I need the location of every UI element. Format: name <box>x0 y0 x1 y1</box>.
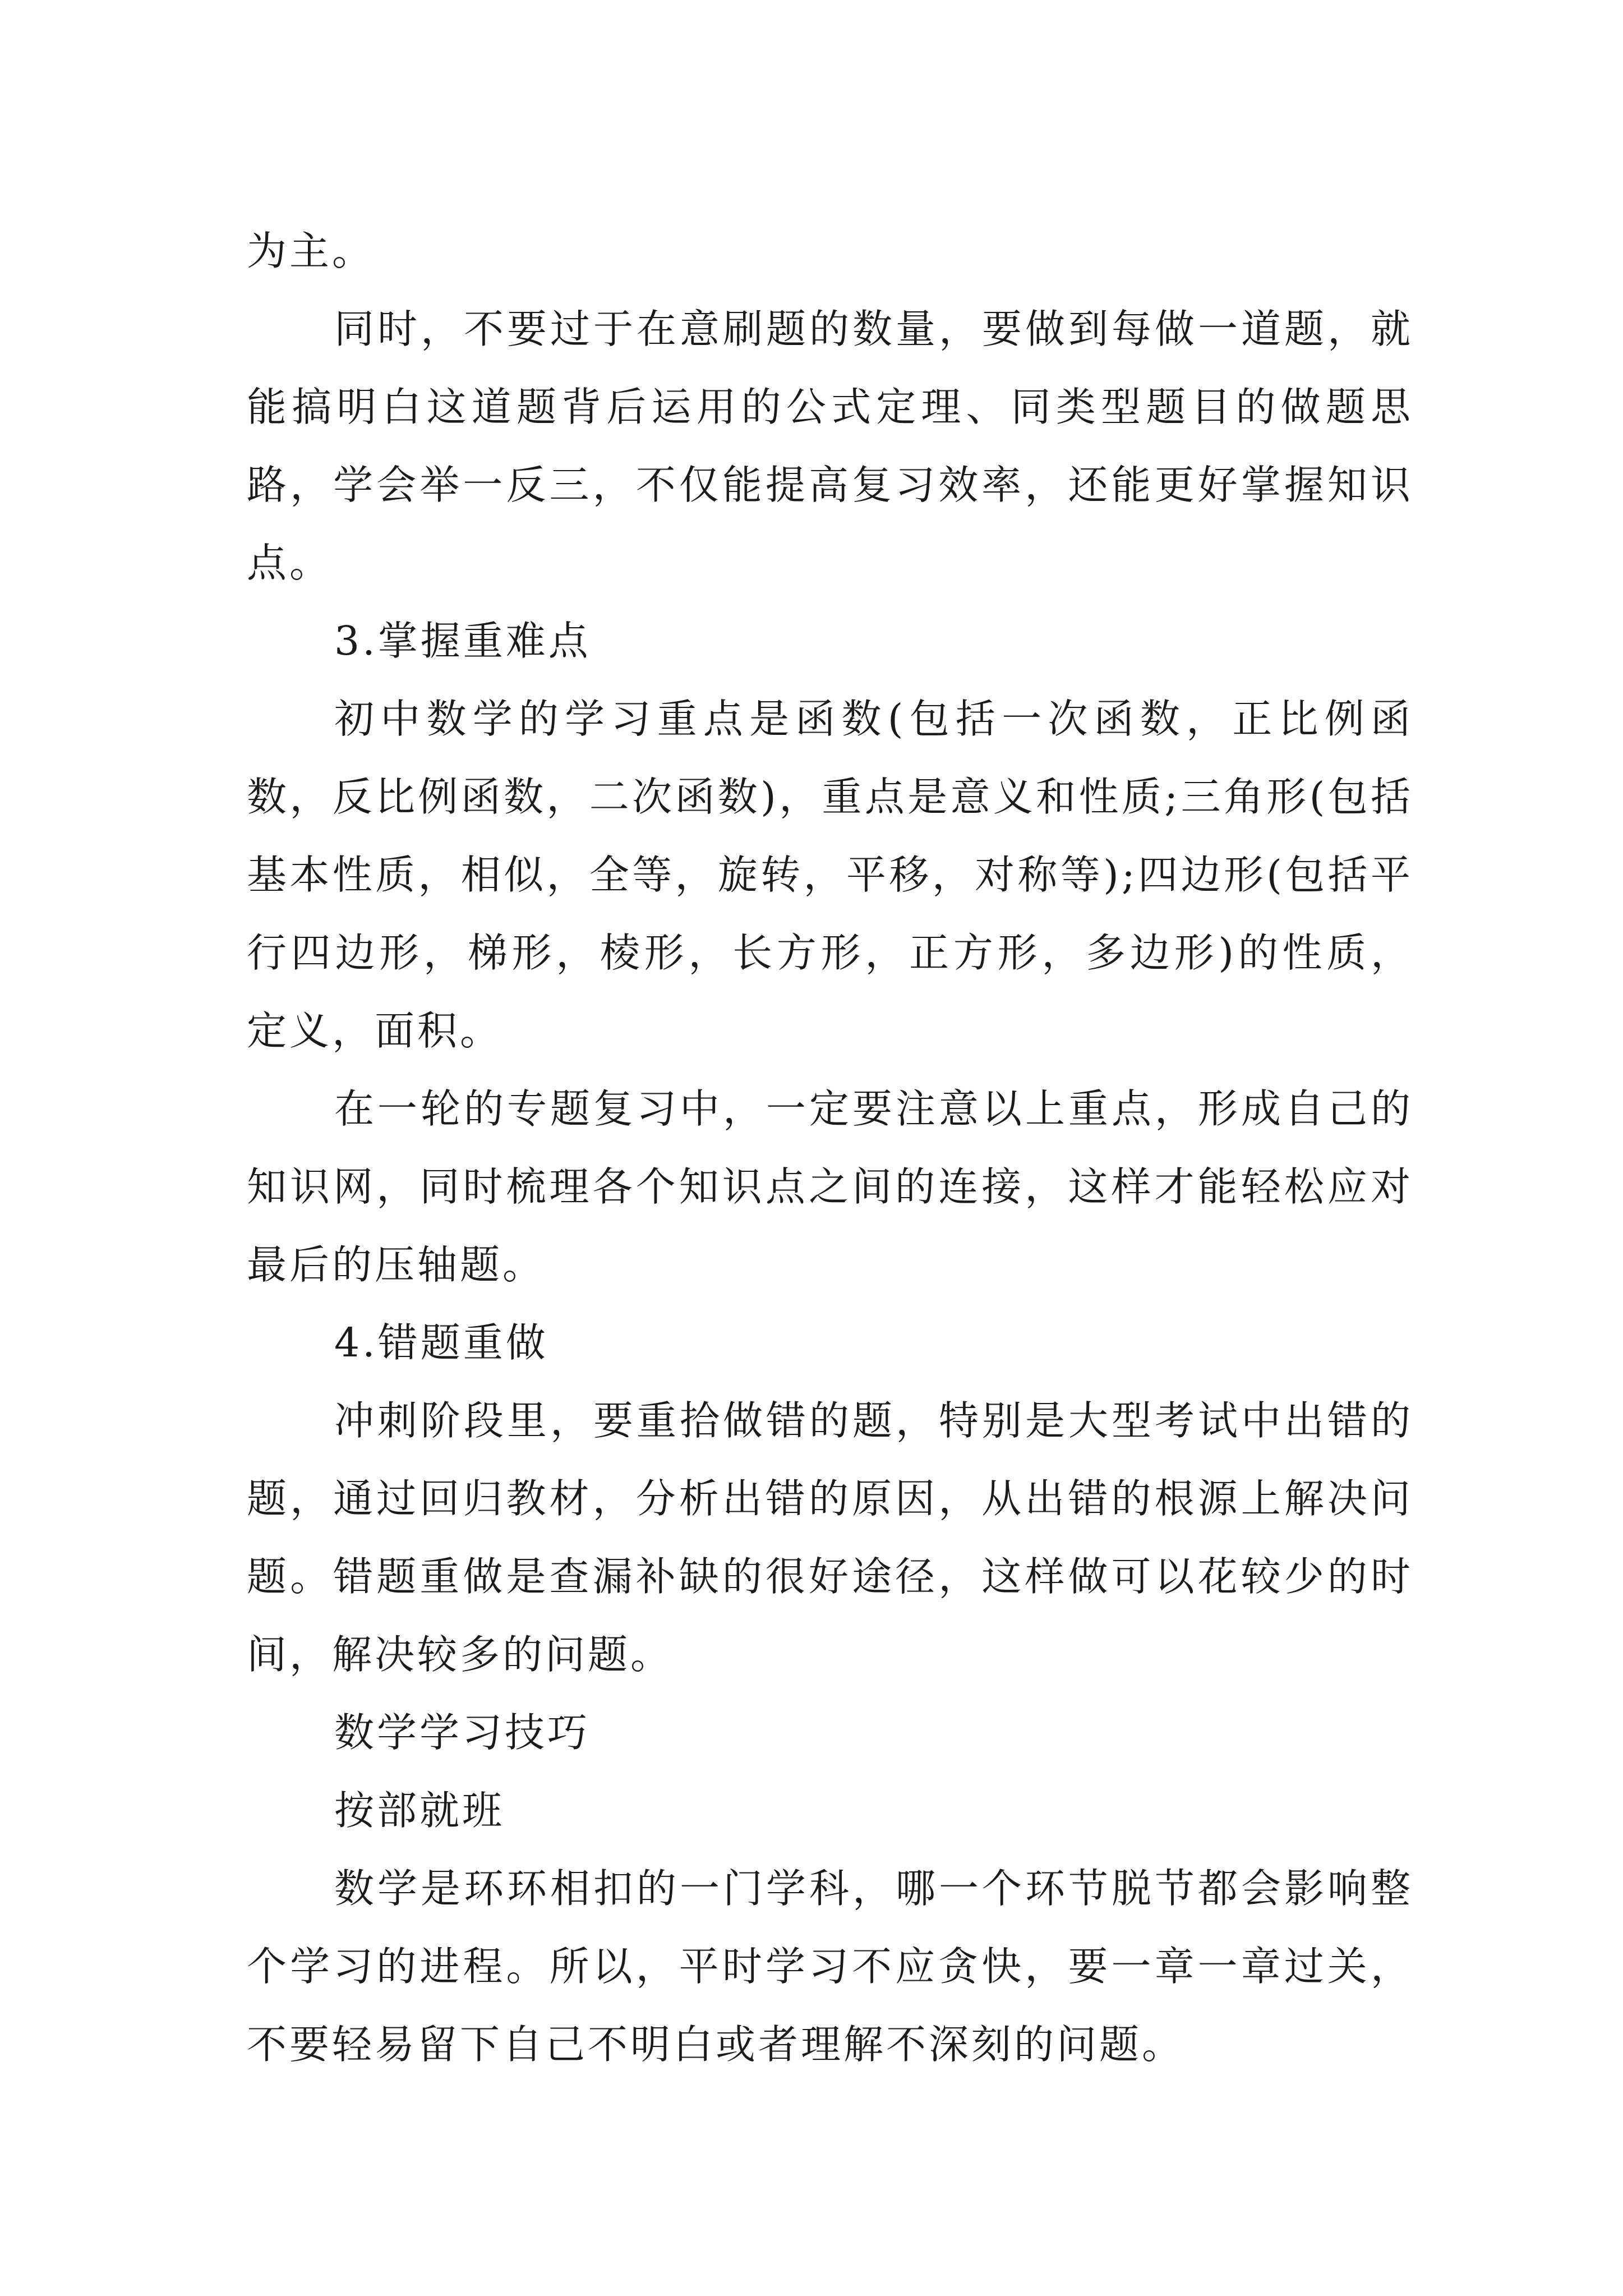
paragraph-review: 在一轮的专题复习中，一定要注意以上重点，形成自己的知识网，同时梳理各个知识点之间的连接，这样才能轻松应对最后的压轴题。 <box>247 1085 1413 1288</box>
section-heading-key-points: 3.掌握重难点 <box>334 618 591 664</box>
paragraph-practice-tips: 同时，不要过于在意刷题的数量，要做到每做一道题，就能搞明白这道题背后运用的公式定理、同类型题目的做题思路，学会举一反三，不仅能提高复习效率，还能更好掌握知识点。 <box>247 306 1413 586</box>
paragraph-redo-mistakes: 冲刺阶段里，要重拾做错的题，特别是大型考试中出错的题，通过回归教材，分析出错的原因，从出错的根源上解决问题。错题重做是查漏补缺的很好途径，这样做可以花较少的时间，解决较多的问题。 <box>247 1397 1413 1678</box>
paragraph-key-points: 初中数学的学习重点是函数(包括一次函数，正比例函数，反比例函数，二次函数)，重点是意义和性质;三角形(包括基本性质，相似，全等，旋转，平移，对称等);四边形(包括平行四边形，梯形，棱形，长方形，正方形，多边形)的性质，定义，面积。 <box>247 696 1413 1054</box>
subheading-step-by-step: 按部就班 <box>334 1787 505 1834</box>
paragraph-continuation: 为主。 <box>247 228 375 274</box>
section-heading-study-skills: 数学学习技巧 <box>334 1709 591 1756</box>
section-heading-redo-mistakes: 4.错题重做 <box>334 1319 548 1366</box>
paragraph-step-by-step: 数学是环环相扣的一门学科，哪一个环节脱节都会影响整个学习的进程。所以，平时学习不应贪快，要一章一章过关，不要轻易留下自己不明白或者理解不深刻的问题。 <box>247 1865 1413 2068</box>
document-body <box>247 212 1413 2083</box>
